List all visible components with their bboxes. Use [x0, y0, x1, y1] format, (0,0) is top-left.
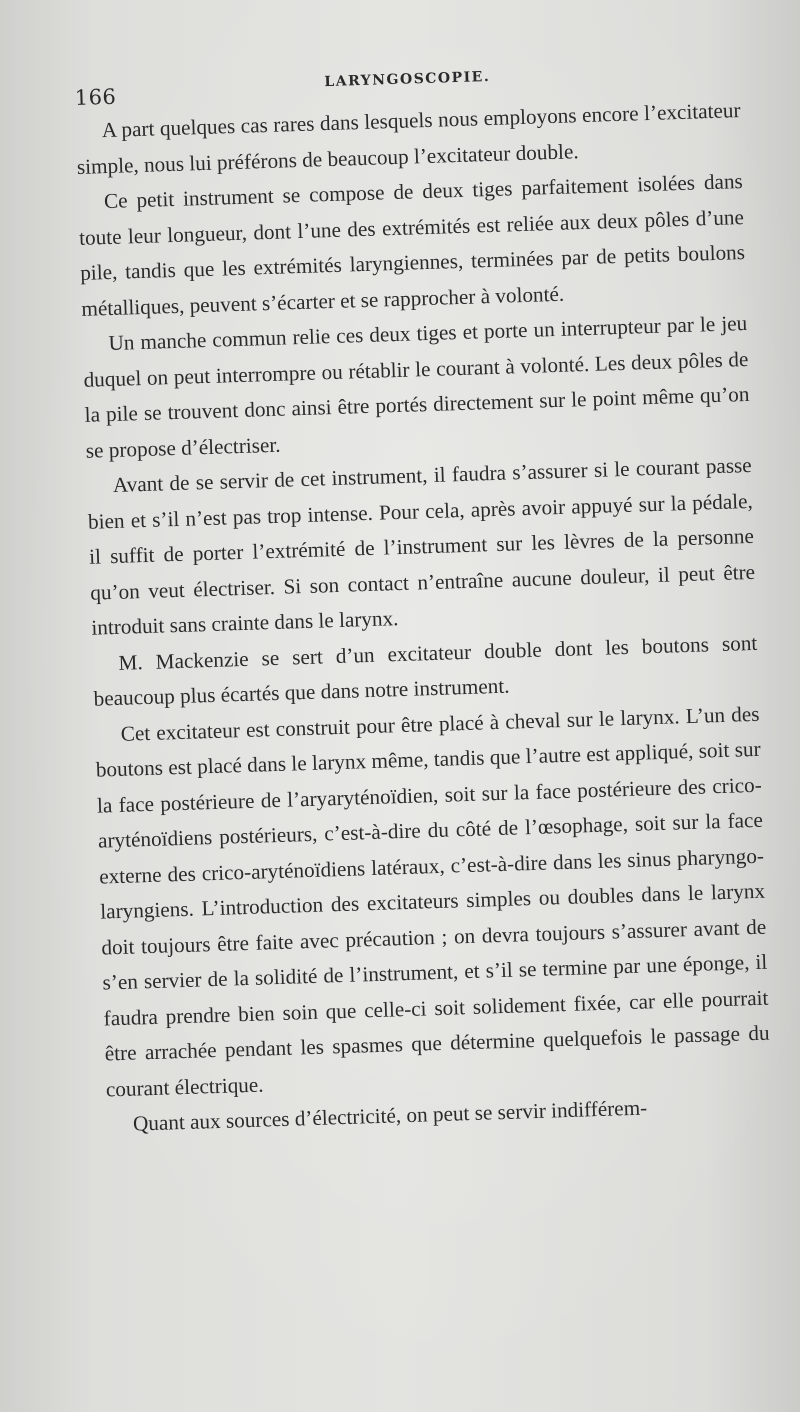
paragraph: Quant aux sources d’électricité, on peut se servir indifférem-: [132, 1095, 648, 1136]
paragraph: Ce petit instrument se compose de deux tiges parfaitement isolées dans toute leur longueur, dont l’une des extrémités est reliée aux deux pôles d’une pile, tandis que les extrémités laryngiennes, terminées par de petits boulons métalliques, peuvent s’écarter et se rapprocher à volonté.: [78, 169, 746, 321]
paragraph: M. Mackenzie se sert d’un excitateur double dont les boutons sont beaucoup plus écartés que dans notre instrument.: [93, 630, 758, 711]
paragraph: A part quelques cas rares dans lesquels nous employons encore l’excitateur simple, nous lui préférons de beaucoup l’excitateur double.: [76, 98, 741, 179]
paragraph: Cet excitateur est construit pour être placé à cheval sur le larynx. L’un des boutons est placé dans le larynx même, tandis que l’autre est appliqué, soit sur la face postérieure de l’aryaryténoïdien, soit sur la face postérieure des crico-aryténoïdiens postérieurs, c’est-à-dire du côté de l’œsophage, soit sur la face externe des crico-aryténoïdiens latéraux, c’est-à-dire dans les sinus pharyngo-laryngiens. L’introduction des excitateurs simples ou doubles dans le larynx doit toujours être faite avec précaution ; on devra toujours s’assurer avant de s’en servier de la solidité de l’instrument, et s’il se termine par une éponge, il faudra prendre bien soin que celle-ci soit solidement fixée, car elle pourrait être arrachée pendant les spasmes que détermine quelquefois le passage du courant électrique.: [95, 701, 770, 1101]
paragraph: Avant de se servir de cet instrument, il faudra s’assurer si le courant passe bien et s’il n’est pas trop intense. Pour cela, après avoir appuyé sur la pédale, il suffit de porter l’extrémité de l’instrument sur les lèvres de la personne qu’on veut électriser. Si son contact n’entraîne aucune douleur, il peut être introduit sans crainte dans le larynx.: [87, 452, 756, 640]
page-number: 166: [74, 84, 117, 110]
running-head: LARYNGOSCOPIE.: [324, 68, 491, 91]
page-body: [75, 93, 772, 1143]
text-column: [74, 53, 772, 1143]
paragraph: Un manche commun relie ces deux tiges et porte un interrupteur par le jeu duquel on peut interrompre ou rétablir le courant à volonté. Les deux pôles de la pile se trouvent donc ainsi être portés directement sur le point même qu’on se propose d’électriser.: [83, 310, 750, 463]
